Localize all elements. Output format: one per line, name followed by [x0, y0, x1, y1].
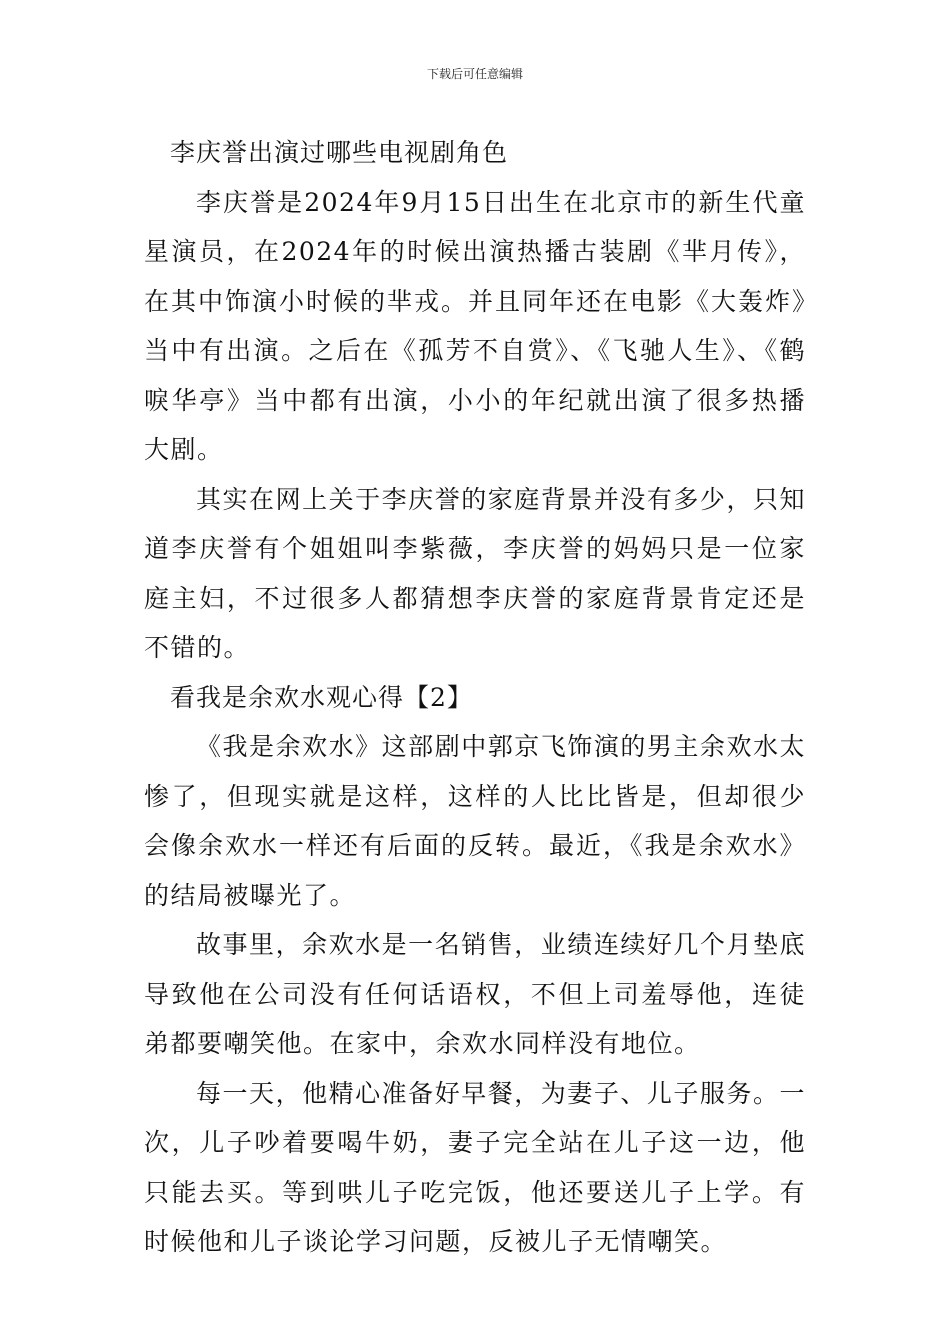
article-paragraph-1: 李庆誉是2024年9月15日出生在北京市的新生代童星演员，在2024年的时候出演热播古装剧《芈月传》，在其中饰演小时候的芈戎。并且同年还在电影《大轰炸》当中有出演。之后在《孤芳不自赏》、《飞驰人生》、《鹤唳华亭》当中都有出演，小小的年纪就出演了很多热播大剧。 — [144, 187, 806, 464]
article-paragraph-2: 其实在网上关于李庆誉的家庭背景并没有多少，只知道李庆誉有个姐姐叫李紫薇，李庆誉的妈妈只是一位家庭主妇，不过很多人都猜想李庆誉的家庭背景肯定还是不错的。 — [144, 484, 806, 662]
article-paragraph-5: 每一天，他精心准备好早餐，为妻子、儿子服务。一次，儿子吵着要喝牛奶，妻子完全站在儿子这一边，他只能去买。等到哄儿子吃完饭，他还要送儿子上学。有时候他和儿子谈论学习问题，反被儿子无情嘲笑。 — [144, 1078, 806, 1256]
article-paragraph-3: 《我是余欢水》这部剧中郭京飞饰演的男主余欢水太惨了，但现实就是这样，这样的人比比皆是，但却很少会像余欢水一样还有后面的反转。最近，《我是余欢水》的结局被曝光了。 — [144, 732, 806, 910]
article-heading-2: 看我是余欢水观心得【2】 — [170, 682, 473, 712]
article-heading-1: 李庆誉出演过哪些电视剧角色 — [170, 138, 509, 167]
article-paragraph-4: 故事里，余欢水是一名销售，业绩连续好几个月垫底导致他在公司没有任何话语权，不但上司羞辱他，连徒弟都要嘲笑他。在家中，余欢水同样没有地位。 — [144, 930, 806, 1058]
article-body — [144, 128, 806, 1267]
page-header-note: 下载后可任意编辑 — [426, 67, 523, 81]
